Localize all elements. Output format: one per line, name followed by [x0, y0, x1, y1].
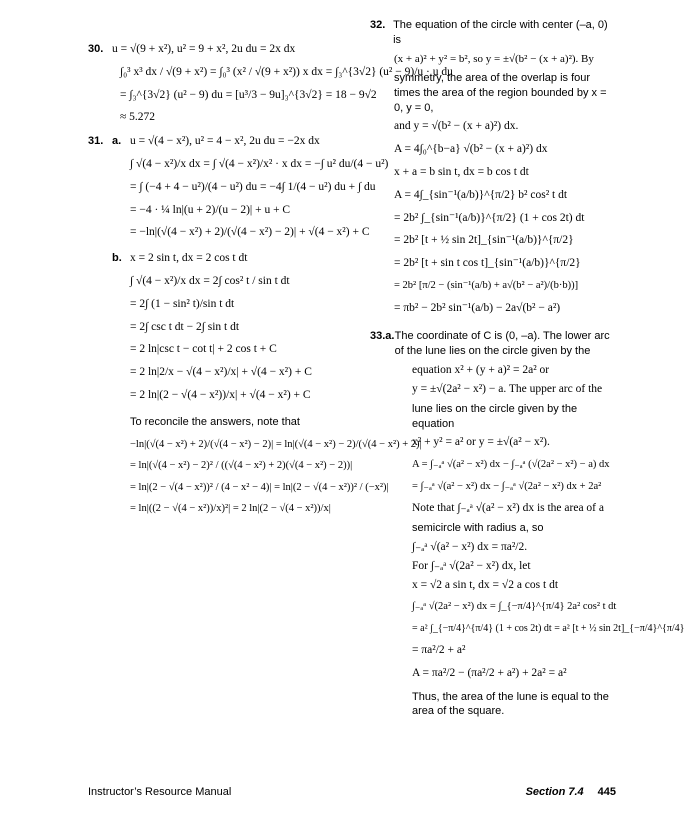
- equation: = a² ∫_{−π/4}^{π/4} (1 + cos 2t) dt = a² [t + ½ sin 2t]_{−π/4}^{π/4}: [412, 622, 684, 634]
- footer-page-number: 445: [597, 786, 616, 798]
- equation: = ln|(√(4 − x²) − 2)² / ((√(4 − x²) + 2)(√(4 − x²) − 2))|: [130, 460, 353, 472]
- problem-number: 30.: [88, 43, 104, 55]
- equation: A = 4∫₀^{b−a} √(b² − (x + a)²) dx: [394, 143, 548, 156]
- equation: u = √(9 + x²), u² = 9 + x², 2u du = 2x dx: [112, 43, 296, 55]
- equation: = ln|(2 − √(4 − x²))² / (4 − x² − 4)| = ln|(2 − √(4 − x²))² / (−x²)|: [130, 481, 389, 493]
- equation: = ∫₋ₐᵃ √(a² − x²) dx − ∫₋ₐᵃ √(2a² − x²) dx + 2a²: [412, 480, 602, 492]
- conclusion-text: Thus, the area of the lune is equal to the area of the square.: [412, 690, 609, 718]
- problem-text: lune lies on the circle given by the equation: [412, 402, 578, 430]
- equation: = 2∫ csc t dt − 2∫ sin t dt: [130, 320, 240, 333]
- explanation-text: Note that ∫₋ₐᵃ √(a² − x²) dx is the area of a: [412, 502, 604, 515]
- equation: = 2 ln|(2 − √(4 − x²))/x| + √(4 − x²) + C: [130, 388, 311, 401]
- equation: = −ln|(√(4 − x²) + 2)/(√(4 − x²) − 2)| + √(4 − x²) + C: [130, 226, 370, 239]
- part-label: a.: [385, 330, 395, 343]
- equation: = 2 ln|csc t − cot t| + 2 cos t + C: [130, 343, 277, 356]
- equation: For ∫₋ₐᵃ √(2a² − x²) dx, let: [412, 559, 531, 572]
- equation: u = √(4 − x²), u² = 4 − x², 2u du = −2x dx: [130, 135, 320, 148]
- problem-number: 31.: [88, 135, 104, 148]
- equation: = ∫ (−4 + 4 − u²)/(4 − u²) du = −4∫ 1/(4 − u²) du + ∫ du: [130, 180, 376, 193]
- equation: ∫ √(4 − x²)/x dx = ∫ √(4 − x²)/x² · x dx = −∫ u² du/(4 − u²): [130, 157, 389, 170]
- equation: A = 4∫_{sin⁻¹(a/b)}^{π/2} b² cos² t dt: [394, 188, 568, 201]
- equation: and y = √(b² − (x + a)²) dx.: [394, 120, 519, 133]
- equation: = ln|((2 − √(4 − x²))/x)²| = 2 ln|(2 − √(4 − x²))/x|: [130, 503, 331, 515]
- equation: A = πa²/2 − (πa²/2 + a²) + 2a² = a²: [412, 666, 567, 679]
- equation: −ln|(√(4 − x²) + 2)/(√(4 − x²) − 2)| = ln|(√(4 − x²) − 2)/(√(4 − x²) + 2)|: [130, 438, 422, 450]
- problem-32: [370, 18, 610, 315]
- equation: x = 2 sin t, dx = 2 cos t dt: [130, 252, 248, 265]
- explanation-text: To reconcile the answers, note that: [130, 415, 300, 428]
- equation: (x + a)² + y² = b², so y = ±√(b² − (x + a)²). By: [394, 52, 594, 65]
- equation: = πb² − 2b² sin⁻¹(a/b) − 2a√(b² − a²): [394, 301, 561, 314]
- equation: = 2b² ∫_{sin⁻¹(a/b)}^{π/2} (1 + cos 2t) dt: [394, 211, 585, 224]
- equation: x + a = b sin t, dx = b cos t dt: [394, 166, 529, 178]
- equation: x² + y² = a² or y = ±√(a² − x²).: [412, 436, 550, 449]
- footer-page-info: [526, 786, 616, 798]
- footer-section: Section 7.4: [525, 786, 584, 798]
- equation: = 2 ln|2/x − √(4 − x²)/x| + √(4 − x²) + C: [130, 366, 312, 379]
- equation: ∫₋ₐᵃ √(2a² − x²) dx = ∫_{−π/4}^{π/4} 2a² cos² t dt: [412, 601, 617, 613]
- explanation-text: semicircle with radius a, so: [412, 522, 544, 535]
- equation: = 2b² [t + ½ sin 2t]_{sin⁻¹(a/b)}^{π/2}: [394, 234, 574, 247]
- problem-30: [88, 43, 453, 125]
- equation: ∫ √(4 − x²)/x dx = 2∫ cos² t / sin t dt: [130, 274, 290, 287]
- problem-text: symmetry, the area of the overlap is four times the area of the region bounded by x = 0, y = 0,: [394, 71, 607, 114]
- footer-manual-title: Instructor’s Resource Manual: [88, 786, 232, 798]
- equation: = πa²/2 + a²: [412, 643, 466, 656]
- equation: = 2∫ (1 − sin² t)/sin t dt: [130, 297, 235, 310]
- problem-text: The coordinate of C is (0, –a). The lower arc of the lune lies on the circle given by the: [394, 330, 610, 358]
- right-column: [370, 18, 684, 729]
- equation: equation x² + (y + a)² = 2a² or: [412, 364, 550, 377]
- equation: x = √2 a sin t, dx = √2 a cos t dt: [412, 578, 559, 591]
- equation: = ∫₃^{3√2} (u² − 9) du = [u³/3 − 9u]₃^{3√2} = 18 − 9√2: [120, 88, 377, 101]
- equation: ≈ 5.272: [120, 111, 156, 124]
- equation: = 2b² [t + sin t cos t]_{sin⁻¹(a/b)}^{π/2}: [394, 257, 581, 270]
- equation: ∫₀³ x³ dx / √(9 + x²) = ∫₀³ (x² / √(9 + x²)) x dx = ∫₃^{3√2} (u² − 9)/u · u du: [120, 65, 453, 78]
- equation: = 2b² [π/2 − (sin⁻¹(a/b) + a√(b² − a²)/(b·b))]: [394, 279, 579, 291]
- left-column: [88, 38, 453, 526]
- equation: ∫₋ₐᵃ √(a² − x²) dx = πa²/2.: [412, 540, 528, 553]
- equation: y = ±√(2a² − x²) − a. The upper arc of the: [412, 382, 603, 395]
- problem-33: [370, 329, 684, 719]
- problem-text: The equation of the circle with center (–a, 0) is: [393, 19, 608, 46]
- part-label: b.: [112, 252, 122, 265]
- part-label: a.: [112, 135, 122, 148]
- equation: = −4 · ¼ ln|(u + 2)/(u − 2)| + u + C: [130, 203, 291, 216]
- problem-number: 33.: [370, 330, 386, 343]
- equation: A = ∫₋ₐᵃ √(a² − x²) dx − ∫₋ₐᵃ (√(2a² − x²) − a) dx: [412, 459, 610, 471]
- problem-number: 32.: [370, 19, 386, 31]
